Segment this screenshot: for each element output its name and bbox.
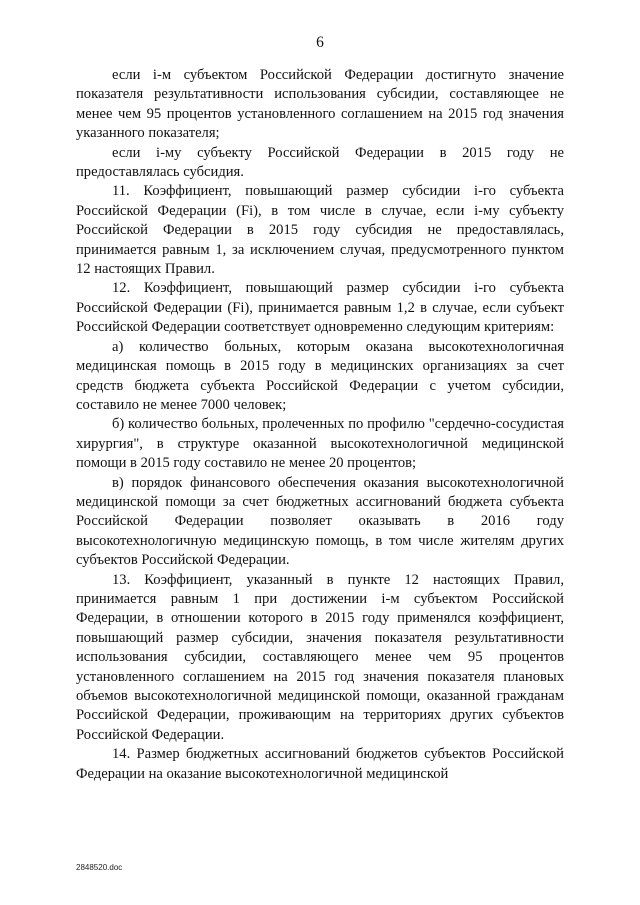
- paragraph-criterion-a: а) количество больных, которым оказана высокотехнологичная медицинская помощь в 2015 году в медицинских организациях за счет средств бюджета субъекта Российской Федерации с учетом субсидии, составило не менее 7000 человек;: [76, 338, 564, 413]
- document-body: [76, 66, 564, 784]
- paragraph-item-14: 14. Размер бюджетных ассигнований бюджетов субъектов Российской Федерации на оказание высокотехнологичной медицинской: [76, 746, 564, 782]
- footer-document-code: 2848520.doc: [76, 863, 123, 872]
- paragraph-item-11: 11. Коэффициент, повышающий размер субсидии i-го субъекта Российской Федерации (Fi), в том числе в случае, если i-му субъекту Российской Федерации в 2015 году субсидия не предоставлялась, принимается равным 1, за исключением случая, предусмотренного пунктом 12 настоящих Правил.: [76, 183, 564, 278]
- paragraph-condition-achieved: если i-м субъектом Российской Федерации достигнуто значение показателя результативности использования субсидии, составляющее не менее чем 95 процентов установленного соглашением на 2015 год значения указанного показателя;: [76, 67, 564, 142]
- paragraph-item-12: 12. Коэффициент, повышающий размер субсидии i-го субъекта Российской Федерации (Fi), принимается равным 1,2 в случае, если субъект Российской Федерации соответствует одновременно следующим критериям:: [76, 280, 564, 336]
- paragraph-criterion-b: б) количество больных, пролеченных по профилю "сердечно-сосудистая хирургия", в структуре оказанной высокотехнологичной медицинской помощи в 2015 году составило не менее 20 процентов;: [76, 416, 564, 472]
- page-number: 6: [316, 34, 324, 51]
- paragraph-criterion-c: в) порядок финансового обеспечения оказания высокотехнологичной медицинской помощи за счет бюджетных ассигнований бюджета субъекта Российской Федерации позволяет оказывать в 2016 году высокотехнологичную медицинскую помощь, в том числе жителям других субъектов Российской Федерации.: [76, 474, 564, 569]
- paragraph-condition-not-provided: если i-му субъекту Российской Федерации в 2015 году не предоставлялась субсидия.: [76, 144, 564, 181]
- paragraph-item-13: 13. Коэффициент, указанный в пункте 12 настоящих Правил, принимается равным 1 при достижении i-м субъектом Российской Федерации, в отношении которого в 2015 году применялся коэффициент, повышающий размер субсидии, значения показателя результативности использования субсидии, составляющего менее чем 95 процентов установленного соглашением на 2015 год значения показателя плановых объемов высокотехнологичной медицинской помощи, оказанной гражданам Российской Федерации, проживающим на территориях других субъектов Российской Федерации.: [76, 571, 564, 743]
